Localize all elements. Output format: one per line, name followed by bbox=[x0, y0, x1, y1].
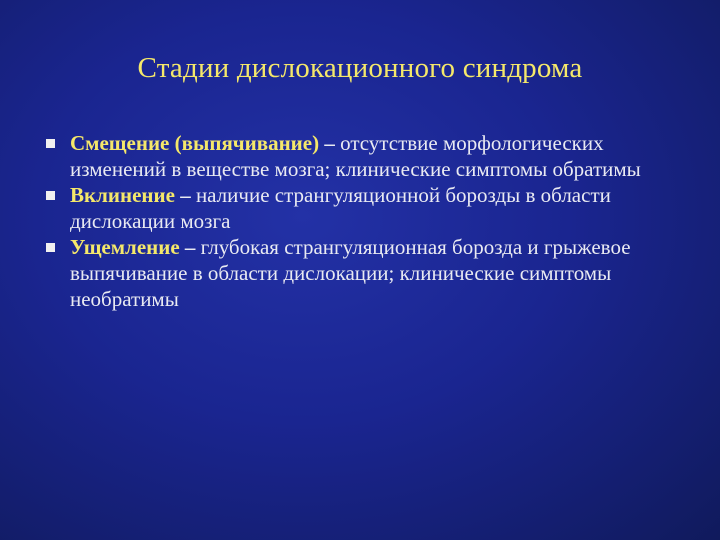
bullet-list bbox=[42, 130, 692, 312]
bullet-dash: – bbox=[174, 183, 196, 207]
bullet-text: глубокая странгуляционная борозда и грыжевое выпячивание в области дислокации; клинические симптомы необратимы bbox=[70, 235, 631, 311]
bullet-item-impingement bbox=[42, 234, 692, 312]
square-bullet-icon bbox=[46, 139, 55, 148]
bullet-text: отсутствие морфологических изменений в веществе мозга; клинические симптомы обратимы bbox=[70, 131, 641, 181]
bullet-item-wedging bbox=[42, 182, 692, 234]
bullet-dash: – bbox=[179, 235, 201, 259]
bullet-term: Вклинение bbox=[70, 183, 175, 207]
bullet-dash: – bbox=[319, 131, 341, 155]
bullet-term: Ущемление bbox=[70, 235, 180, 259]
slide-title: Стадии дислокационного синдрома bbox=[137, 52, 583, 84]
bullet-text: наличие странгуляционной борозды в области дислокации мозга bbox=[70, 183, 611, 233]
square-bullet-icon bbox=[46, 243, 55, 252]
bullet-item-displacement bbox=[42, 130, 692, 182]
square-bullet-icon bbox=[46, 191, 55, 200]
bullet-term: Смещение (выпячивание) bbox=[70, 131, 320, 155]
